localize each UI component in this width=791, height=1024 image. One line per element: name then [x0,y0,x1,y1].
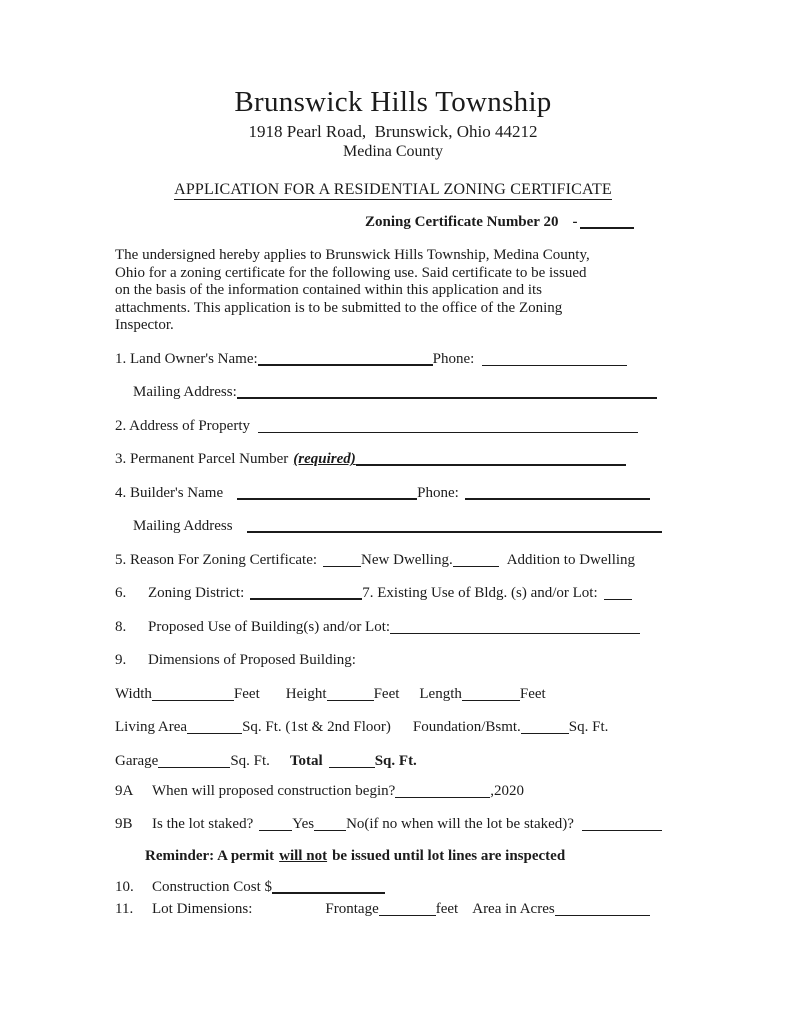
builder-phone-blank [465,485,650,500]
height-blank [327,687,374,701]
height-label: Height [285,685,327,702]
total-sqft-label: Sq. Ft. [374,752,417,769]
field-lot-staked [115,814,671,835]
living-area-blank [187,720,242,734]
lot-dimensions-label: Lot Dimensions: [152,901,253,918]
builder-mailing-label: Mailing Address [133,518,233,535]
construction-cost-label: Construction Cost $ [152,879,273,896]
mailing-address-label: Mailing Address: [133,384,237,401]
item11-number: 11. [115,901,134,918]
existing-use-label: 7. Existing Use of Bldg. (s) and/or Lot: [362,585,598,602]
sqft-floors-label: Sq. Ft. (1st & 2nd Floor) [242,719,391,736]
item9a-number: 9A [115,782,134,799]
intro-line: Inspector. [115,317,174,334]
parcel-number-blank [356,451,626,466]
width-label: Width [115,685,152,702]
field-proposed-use [115,617,671,638]
foundation-blank [521,720,569,734]
form-title-line [115,181,671,199]
intro-line: attachments. This application is to be submitted to the office of the Zoning [115,299,563,316]
reminder-pre: Reminder: A permit [145,847,275,864]
builder-phone-label: Phone: [417,484,459,501]
proposed-use-blank [390,620,640,634]
row-living-foundation [115,717,671,738]
frontage-blank [379,902,436,916]
construction-begin-blank [395,784,490,798]
living-area-label: Living Area [115,719,188,736]
page-title: Brunswick Hills Township [234,86,552,118]
reminder-post: be issued until lot lines are inspected [332,847,566,864]
item9-number: 9. [115,652,127,669]
construction-cost-blank [272,879,385,894]
field-builder [115,483,671,504]
intro-line: on the basis of the information contained within this application and its [115,282,543,299]
owner-mailing-blank [237,384,657,399]
addition-label: Addition to Dwelling [506,551,636,568]
zoning-district-blank [250,585,362,600]
field-builder-mailing [133,516,671,537]
feet-lower-label: feet [435,901,459,918]
item6-number: 6. [115,585,127,602]
zoning-district-label: Zoning District: [148,585,245,602]
reason-label: 5. Reason For Zoning Certificate: [115,551,318,568]
staked-no-blank [314,817,346,831]
form-title: APPLICATION FOR A RESIDENTIAL ZONING CERTIFICATE [174,181,612,198]
reminder-note [145,848,671,865]
required-note: (required) [293,451,356,468]
length-blank [462,687,520,701]
total-blank [329,754,375,768]
field-parcel-number [115,449,671,470]
reminder-will-not: will not [279,847,328,864]
sqft-label: Sq. Ft. [568,719,609,736]
dimensions-label: Dimensions of Proposed Building: [148,652,356,669]
land-owner-label: 1. Land Owner's Name: [115,350,258,367]
foundation-label: Foundation/Bsmt. [412,719,521,736]
property-address-label: 2. Address of Property [115,417,250,434]
field-owner-mailing [133,382,671,403]
field-land-owner [115,349,671,370]
property-address-blank [258,419,638,433]
no-label: No(if no when will the lot be staked)? [346,816,574,833]
item10-number: 10. [115,879,134,896]
intro-paragraph [115,247,671,335]
year-label: ,2020 [490,782,525,799]
garage-label: Garage [115,752,159,769]
certificate-number-blank [580,214,634,229]
width-blank [152,687,234,701]
intro-line: The undersigned hereby applies to Brunswick Hills Township, Medina County, [115,247,590,263]
section-dimensions [115,650,671,671]
sqft-label: Sq. Ft. [230,752,270,769]
field-property-address [115,416,671,437]
garage-blank [158,754,230,768]
frontage-label: Frontage [325,901,379,918]
builder-name-blank [237,485,417,500]
area-acres-label: Area in Acres [472,901,555,918]
construction-begin-label: When will proposed construction begin? [152,782,396,799]
document-content [115,86,671,920]
new-dwelling-blank [323,553,361,567]
item9b-number: 9B [115,816,133,833]
proposed-use-label: Proposed Use of Building(s) and/or Lot: [148,618,391,635]
field-construction-begin [115,781,671,802]
field-construction-cost [115,877,671,898]
feet-label: Feet [233,685,260,702]
new-dwelling-label: New Dwelling. [361,551,453,568]
yes-label: Yes [292,816,315,833]
item8-number: 8. [115,618,127,635]
county-line: Medina County [343,143,443,160]
staked-when-blank [582,817,662,831]
row-dimensions-whl [115,684,671,705]
feet-label: Feet [519,685,546,702]
field-reason [115,550,671,571]
builder-mailing-blank [247,518,662,533]
builder-name-label: 4. Builder's Name [115,484,224,501]
field-lot-dimensions [115,899,671,920]
lot-staked-label: Is the lot staked? [152,816,254,833]
certificate-number-line [365,214,671,231]
parcel-number-label: 3. Permanent Parcel Number [115,451,289,468]
land-owner-phone-blank [482,352,627,366]
addition-blank [453,553,499,567]
feet-label: Feet [373,685,400,702]
total-label: Total [289,752,323,769]
township-address: 1918 Pearl Road, Brunswick, Ohio 44212 [248,122,538,141]
length-label: Length [419,685,462,702]
certificate-number-label: Zoning Certificate Number 20 [365,214,559,230]
intro-line: Ohio for a zoning certificate for the following use. Said certificate to be issued [115,264,587,281]
staked-yes-blank [259,817,292,831]
phone-label: Phone: [432,350,475,367]
existing-use-blank [604,586,632,600]
certificate-number-dash: - [572,214,578,230]
row-garage-total [115,751,671,772]
area-acres-blank [555,902,650,916]
field-zoning-district [115,583,671,604]
land-owner-name-blank [258,351,433,366]
